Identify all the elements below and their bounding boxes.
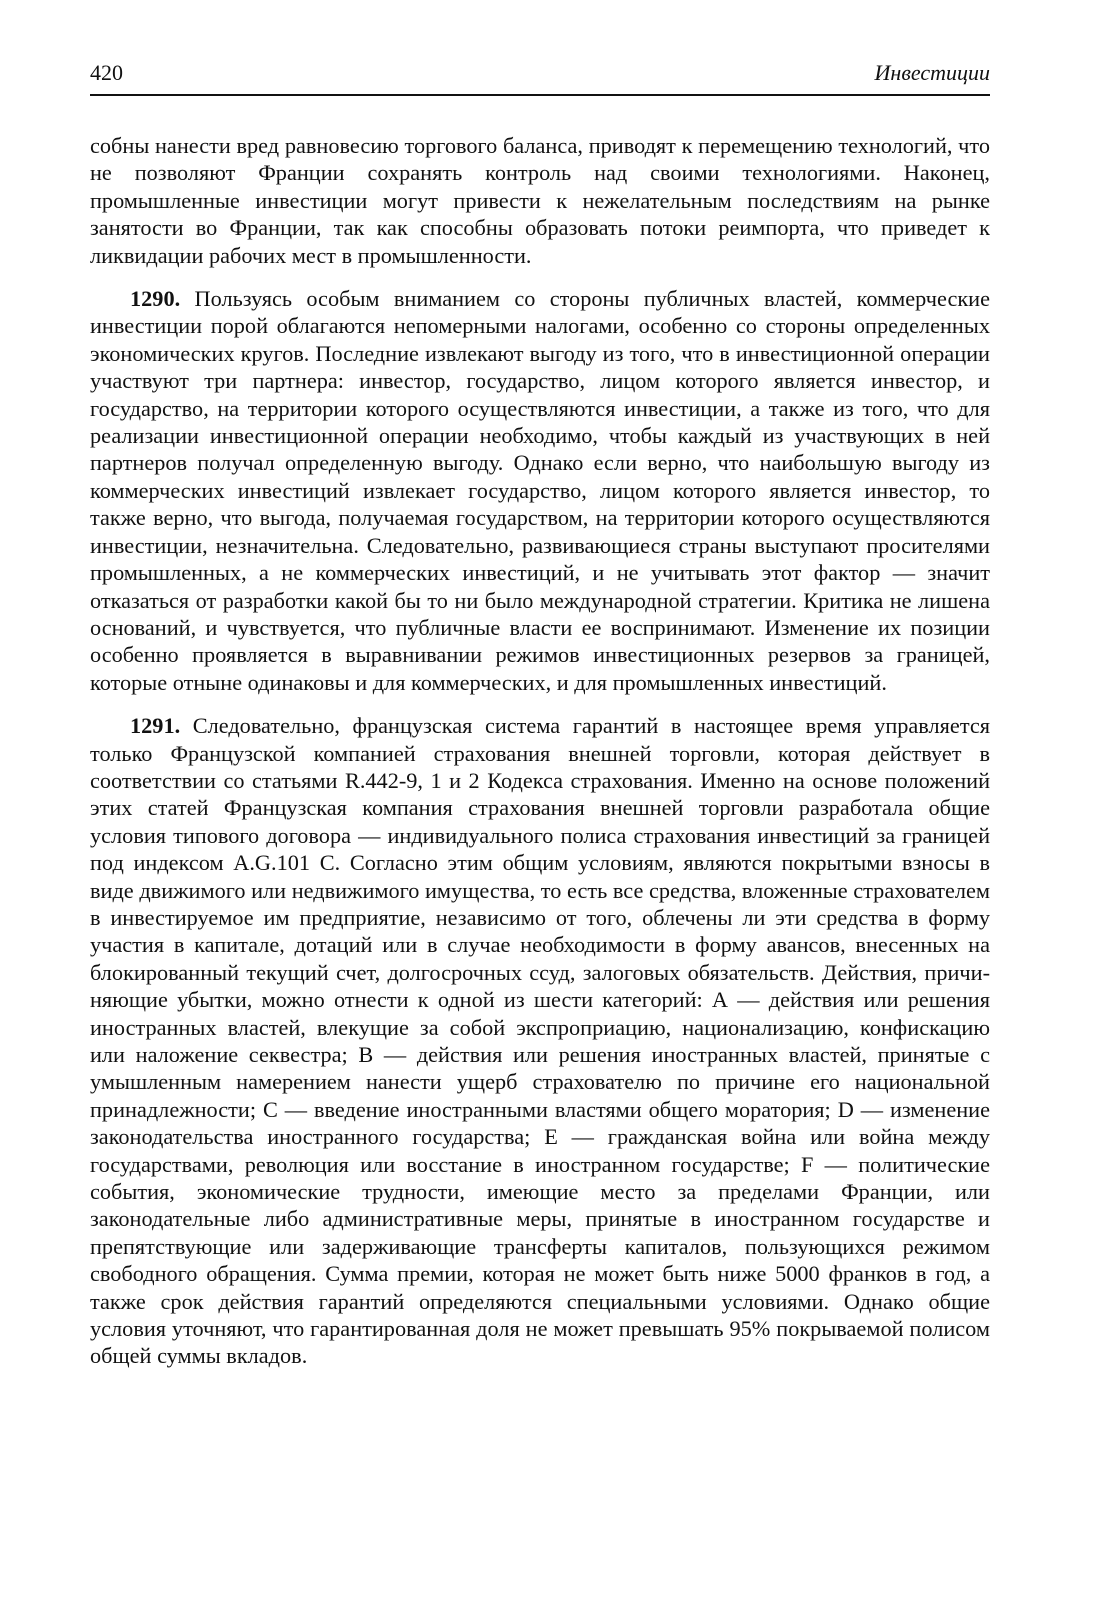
paragraph-1291 <box>90 712 990 1370</box>
paragraph-1290 <box>90 285 990 696</box>
page-number: 420 <box>90 60 123 85</box>
paragraph-text: Следовательно, французская система гарантий в настоящее время управляется только Французской компанией страхования внешней торговли, которая действует в соответствии со статьями R.442-9, 1 и 2 Кодекса страхования. Именно на основе положений этих статей Французская компания страхования внешней торговли разработала общие условия типового договора — индивидуального полиса страхования инвестиций за границей под индексом A.G.101 С. Согласно этим общим условиям, являются покрытыми взносы в виде движимого или недвижимого имущества, то есть все средства, вложенные страхователем в инвестируемое им предприятие, независимо от того, облечены ли эти средства в форму участия в капитале, дотаций или в случае необходимости в форму авансов, внесенных на блокированный текущий счет, долгосрочных ссуд, залоговых обязательств. Действия, причиняющие убытки, можно отнести к одной из шести категорий: А — действия или решения иностранных властей, влекущие за собой экспроприацию, национализацию, конфискацию или наложение секвестра; В — действия или решения иностранных властей, принятые с умышленным намерением нанести ущерб страхователю по причине его национальной принадлежности; С — введение иностранными властями общего моратория; D — изменение законодательства иностранного государства; Е — гражданская война или война между государствами, революция или восстание в иностранном государстве; F — политические события, экономические трудности, имеющие место за пределами Франции, или законодательные либо административные меры, принятые в иностранном государстве и препятствующие или задерживающие трансферты капиталов, пользующихся режимом свободного обращения. Сумма премии, которая не может быть ниже 5000 франков в год, а также срок действия гарантий определяются специальными условиями. Однако общие условия уточняют, что гарантированная доля не может превышать 95% покрываемой полисом общей суммы вкладов. <box>90 713 990 1369</box>
paragraph-number: 1290. <box>130 286 181 312</box>
paragraph-text: Пользуясь особым вниманием со стороны публичных властей, коммерческие инвестиции порой облагаются непомерными налогами, особенно со стороны определенных экономических кругов. Последние извлекают выгоду из того, что в инвестиционной операции участвуют три партнера: инвестор, государство, лицом которого является инвестор, и государство, на территории которого осуществляются инвестиции, а также из того, что для реализации инвестиционной операции необходимо, чтобы каждый из участвующих в ней партнеров получал определенную выгоду. Однако если верно, что наибольшую выгоду из коммерческих инвестиций извлекает государство, лицом которого является инвестор, то также верно, что выгода, получаемая государством, на территории которого осуществляются инвестиции, незначительна. Следовательно, развивающиеся страны выступают просителями промышленных, а не коммерческих инвестиций, и не учитывать этот фактор — значит отказаться от разработки какой бы то ни было международной стратегии. Критика не лишена оснований, и чувствуется, что публичные власти ее воспринимают. Изменение их позиции особенно проявляется в выравнивании режимов инвестиционных резервов за границей, которые отныне одинаковы и для коммерческих, и для промышленных инвестиций. <box>90 286 990 695</box>
paragraph-number: 1291. <box>130 713 181 739</box>
body-text <box>90 132 990 1370</box>
document-page <box>90 60 990 1370</box>
paragraph-text: собны нанести вред равновесию торгового баланса, приводят к перемещению технологий, что не позволяют Франции сохранять контроль над своими технологиями. Наконец, промышленные инвестиции могут привести к нежелательным последствиям на рынке занятости во Франции, так как способны образовать потоки реимпорта, что приведет к ликвидации рабочих мест в промышленности. <box>90 133 990 268</box>
running-header <box>90 60 990 96</box>
section-title: Инвестиции <box>874 60 990 85</box>
paragraph-continuation <box>90 132 990 269</box>
